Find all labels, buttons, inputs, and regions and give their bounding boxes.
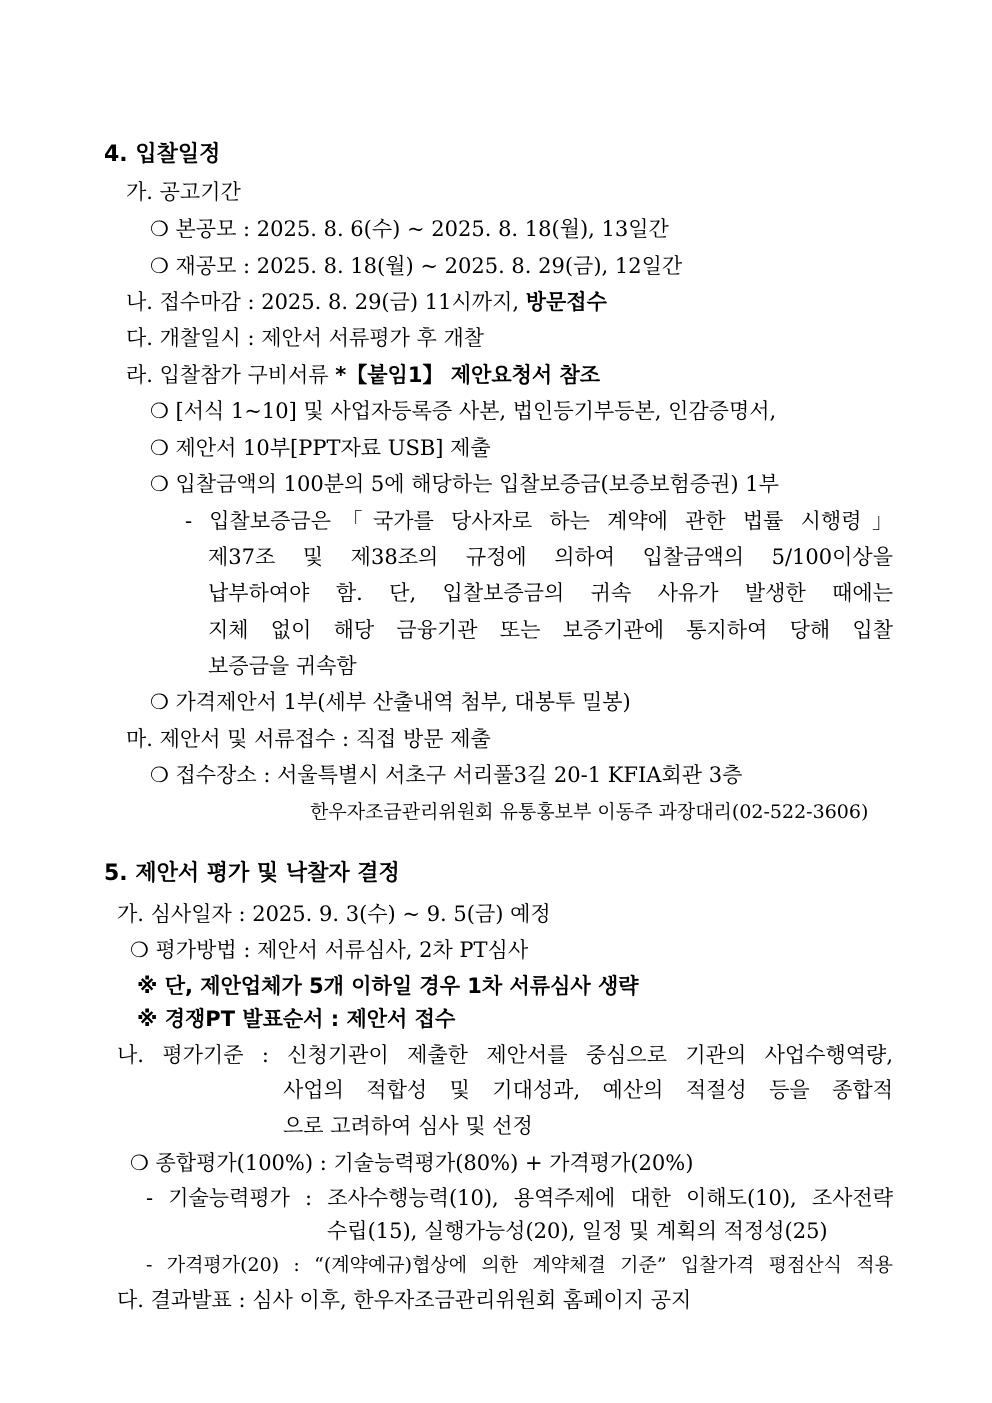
document-item-bid-bond: ❍ 입찰금액의 100분의 5에 해당하는 입찰보증금(보증보험증권) 1부 bbox=[150, 472, 779, 496]
section-5-title: 5. 제안서 평가 및 낙찰자 결정 bbox=[104, 861, 400, 886]
note-skip-document-review: ※ 단, 제안업체가 5개 이하일 경우 1차 서류심사 생략 bbox=[137, 974, 639, 998]
submission-deadline bbox=[126, 287, 607, 317]
bid-bond-detail-line: 지체 없이 해당 금융기관 또는 보증기관에 통지하여 당해 입찰 bbox=[208, 618, 893, 642]
bid-bond-detail-line: 납부하여야 함. 단, 입찰보증금의 귀속 사유가 발생한 때에는 bbox=[208, 581, 893, 605]
evaluation-criteria-line: 사업의 적합성 및 기대성과, 예산의 적절성 등을 종합적 bbox=[283, 1078, 893, 1102]
submission-deadline-text: 나. 접수마감 : 2025. 8. 29(금) 11시까지, bbox=[126, 290, 526, 314]
evaluation-method: ❍ 평가방법 : 제안서 서류심사, 2차 PT심사 bbox=[130, 938, 529, 962]
bid-bond-detail-line: 보증금을 귀속함 bbox=[208, 654, 357, 678]
main-announcement-item: ❍ 본공모 : 2025. 8. 6(수) ~ 2025. 8. 18(월), 13일간 bbox=[150, 217, 669, 241]
result-announcement: 다. 결과발표 : 심사 이후, 한우자조금관리위원회 홈페이지 공지 bbox=[117, 1288, 692, 1312]
submission-location: ❍ 접수장소 : 서울특별시 서초구 서리풀3길 20-1 KFIA회관 3층 bbox=[150, 763, 743, 787]
evaluation-criteria-line: 나. 평가기준 : 신청기관이 제출한 제안서를 중심으로 기관의 사업수행역량, bbox=[117, 1043, 893, 1067]
bid-bond-detail-line: - 입찰보증금은「국가를 당사자로 하는 계약에 관한 법률 시행령」 bbox=[185, 509, 893, 533]
bid-bond-detail-line: 제37조 및 제38조의 규정에 의하여 입찰금액의 5/100이상을 bbox=[208, 545, 893, 569]
submission-method-heading: 마. 제안서 및 서류접수 : 직접 방문 제출 bbox=[126, 727, 491, 751]
attachment-reference: *【붙임1】 제안요청서 참조 bbox=[335, 363, 601, 387]
opening-date: 다. 개찰일시 : 제안서 서류평가 후 개찰 bbox=[126, 326, 485, 350]
contact-person: 한우자조금관리위원회 유통홍보부 이동주 과장대리(02-522-3606) bbox=[310, 801, 869, 823]
required-documents-text: 라. 입찰참가 구비서류 bbox=[126, 363, 336, 387]
evaluation-criteria-line: 으로 고려하여 심사 및 선정 bbox=[283, 1114, 533, 1138]
overall-evaluation: ❍ 종합평가(100%) : 기술능력평가(80%) + 가격평가(20%) bbox=[130, 1151, 694, 1175]
document-item-price-proposal: ❍ 가격제안서 1부(세부 산출내역 첨부, 대봉투 밀봉) bbox=[150, 690, 631, 714]
re-announcement-item: ❍ 재공모 : 2025. 8. 18(월) ~ 2025. 8. 29(금), 12일간 bbox=[150, 254, 683, 278]
document-item-forms: ❍ [서식 1~10] 및 사업자등록증 사본, 법인등기부등본, 인감증명서, bbox=[150, 399, 777, 423]
required-documents-heading bbox=[126, 360, 600, 390]
note-pt-order: ※ 경쟁PT 발표순서 : 제안서 접수 bbox=[137, 1007, 456, 1031]
review-date: 가. 심사일자 : 2025. 9. 3(수) ~ 9. 5(금) 예정 bbox=[117, 902, 551, 926]
technical-evaluation-line: 수립(15), 실행가능성(20), 일정 및 계획의 적정성(25) bbox=[327, 1219, 828, 1243]
document-item-proposal: ❍ 제안서 10부[PPT자료 USB] 제출 bbox=[150, 436, 491, 460]
section-4-title: 4. 입찰일정 bbox=[104, 142, 221, 167]
announcement-period-heading: 가. 공고기간 bbox=[126, 180, 241, 204]
price-evaluation: - 가격평가(20) : “(계약예규)협상에 의한 계약체결 기준” 입찰가격 평점산식 적용 bbox=[146, 1254, 893, 1276]
technical-evaluation-line: - 기술능력평가 : 조사수행능력(10), 용역주제에 대한 이해도(10), 조사전략 bbox=[146, 1186, 893, 1210]
submission-method: 방문접수 bbox=[525, 290, 607, 314]
